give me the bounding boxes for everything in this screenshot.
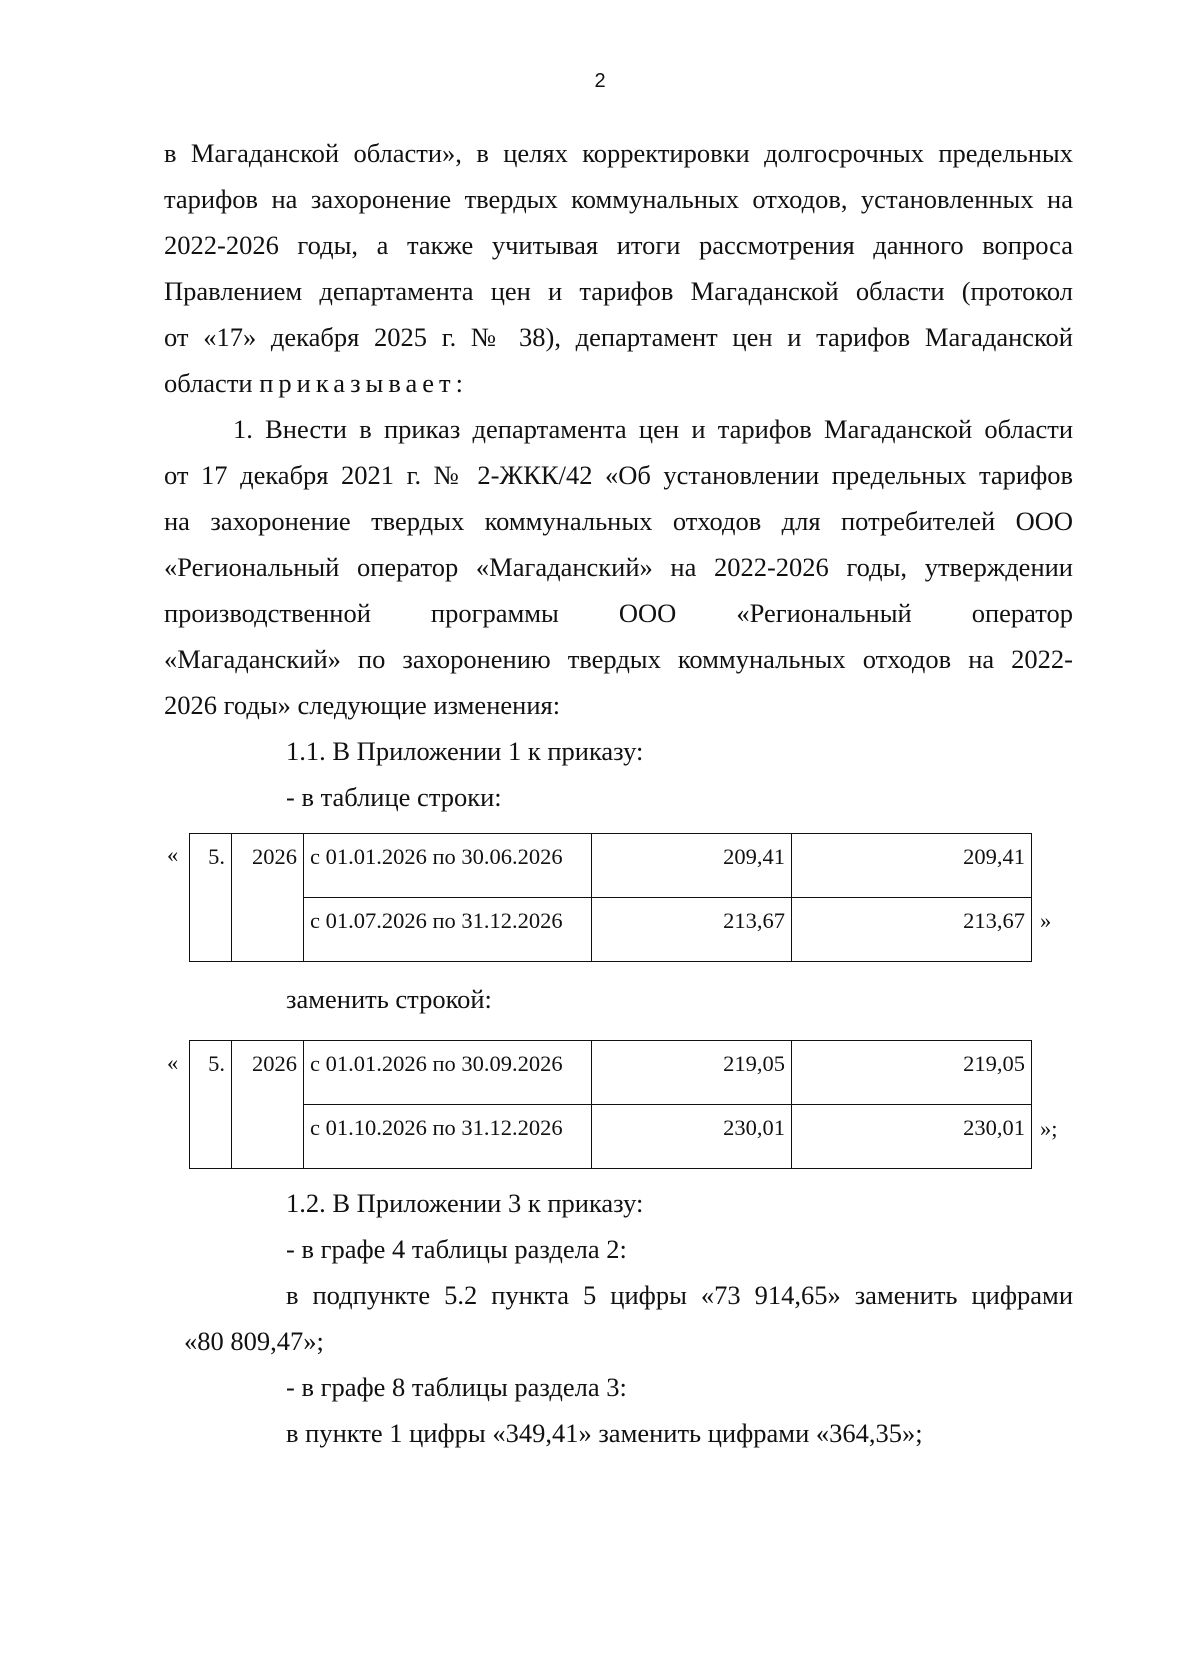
period-cell: с 01.07.2026 по 31.12.2026 (304, 898, 592, 962)
table-row (190, 1105, 1032, 1169)
tariff-cell: 230,01 (592, 1105, 792, 1169)
tariff-cell: 213,67 (792, 898, 1032, 962)
open-quote: « (167, 842, 179, 867)
page-number: 2 (594, 70, 606, 92)
item-1-2: 1.2. В Приложении 3 к приказу: (286, 1188, 644, 1218)
old-rows-table (189, 833, 1032, 962)
in-table-rows: - в таблице строки: (286, 782, 502, 812)
paragraph-line: Правлением департамента цен и тарифов Магаданской области (протокол (164, 276, 1073, 306)
close-quote: »; (1040, 1116, 1058, 1141)
year-cell: 2026 (232, 834, 304, 962)
subpoint-line: в подпункте 5.2 пункта 5 цифры «73 914,65» заменить цифрами (286, 1280, 1073, 1310)
period-cell: с 01.01.2026 по 30.06.2026 (304, 834, 592, 898)
period-cell: с 01.01.2026 по 30.09.2026 (304, 1041, 592, 1105)
close-quote: » (1040, 908, 1052, 933)
item-1-1: 1.1. В Приложении 1 к приказу: (286, 736, 644, 766)
paragraph-line: 2022-2026 годы, а также учитывая итоги рассмотрения данного вопроса (164, 230, 1073, 260)
year-cell: 2026 (232, 1041, 304, 1169)
open-quote: « (167, 1050, 179, 1075)
column-4-note: - в графе 4 таблицы раздела 2: (286, 1234, 627, 1264)
paragraph-line: тарифов на захоронение твердых коммунальных отходов, установленных на (164, 184, 1073, 214)
tariff-cell: 219,05 (592, 1041, 792, 1105)
paragraph-text: области (164, 368, 253, 398)
column-8-note: - в графе 8 таблицы раздела 3: (286, 1372, 627, 1402)
paragraph-line: производственной программы ООО «Региональный оператор (164, 598, 1073, 628)
row-number-cell: 5. (190, 834, 232, 962)
paragraph-line: «Магаданский» по захоронению твердых коммунальных отходов на 2022- (164, 644, 1073, 674)
paragraph-line: 2026 годы» следующие изменения: (164, 690, 561, 720)
table-row (190, 834, 1032, 898)
new-rows-table (189, 1040, 1032, 1169)
order-word: приказывает: (259, 368, 468, 398)
period-cell: с 01.10.2026 по 31.12.2026 (304, 1105, 592, 1169)
point-1-line: в пункте 1 цифры «349,41» заменить цифрами «364,35»; (286, 1418, 923, 1448)
paragraph-line: от 17 декабря 2021 г. № 2-ЖКК/42 «Об установлении предельных тарифов (164, 460, 1073, 490)
row-number-cell: 5. (190, 1041, 232, 1169)
paragraph-line: от «17» декабря 2025 г. № 38), департамент цен и тарифов Магаданской (164, 322, 1073, 352)
paragraph-line: в Магаданской области», в целях корректировки долгосрочных предельных (164, 138, 1073, 168)
subpoint-line: «80 809,47»; (184, 1326, 324, 1356)
table-row (190, 1041, 1032, 1105)
tariff-cell: 213,67 (592, 898, 792, 962)
paragraph-line: 1. Внести в приказ департамента цен и тарифов Магаданской области (233, 414, 1073, 444)
paragraph-line (164, 366, 468, 400)
replace-with: заменить строкой: (286, 984, 492, 1014)
tariff-cell: 209,41 (792, 834, 1032, 898)
paragraph-line: «Региональный оператор «Магаданский» на 2022-2026 годы, утверждении (164, 552, 1073, 582)
tariff-cell: 230,01 (792, 1105, 1032, 1169)
tariff-cell: 209,41 (592, 834, 792, 898)
paragraph-line: на захоронение твердых коммунальных отходов для потребителей ООО (164, 506, 1073, 536)
table-row (190, 898, 1032, 962)
tariff-cell: 219,05 (792, 1041, 1032, 1105)
